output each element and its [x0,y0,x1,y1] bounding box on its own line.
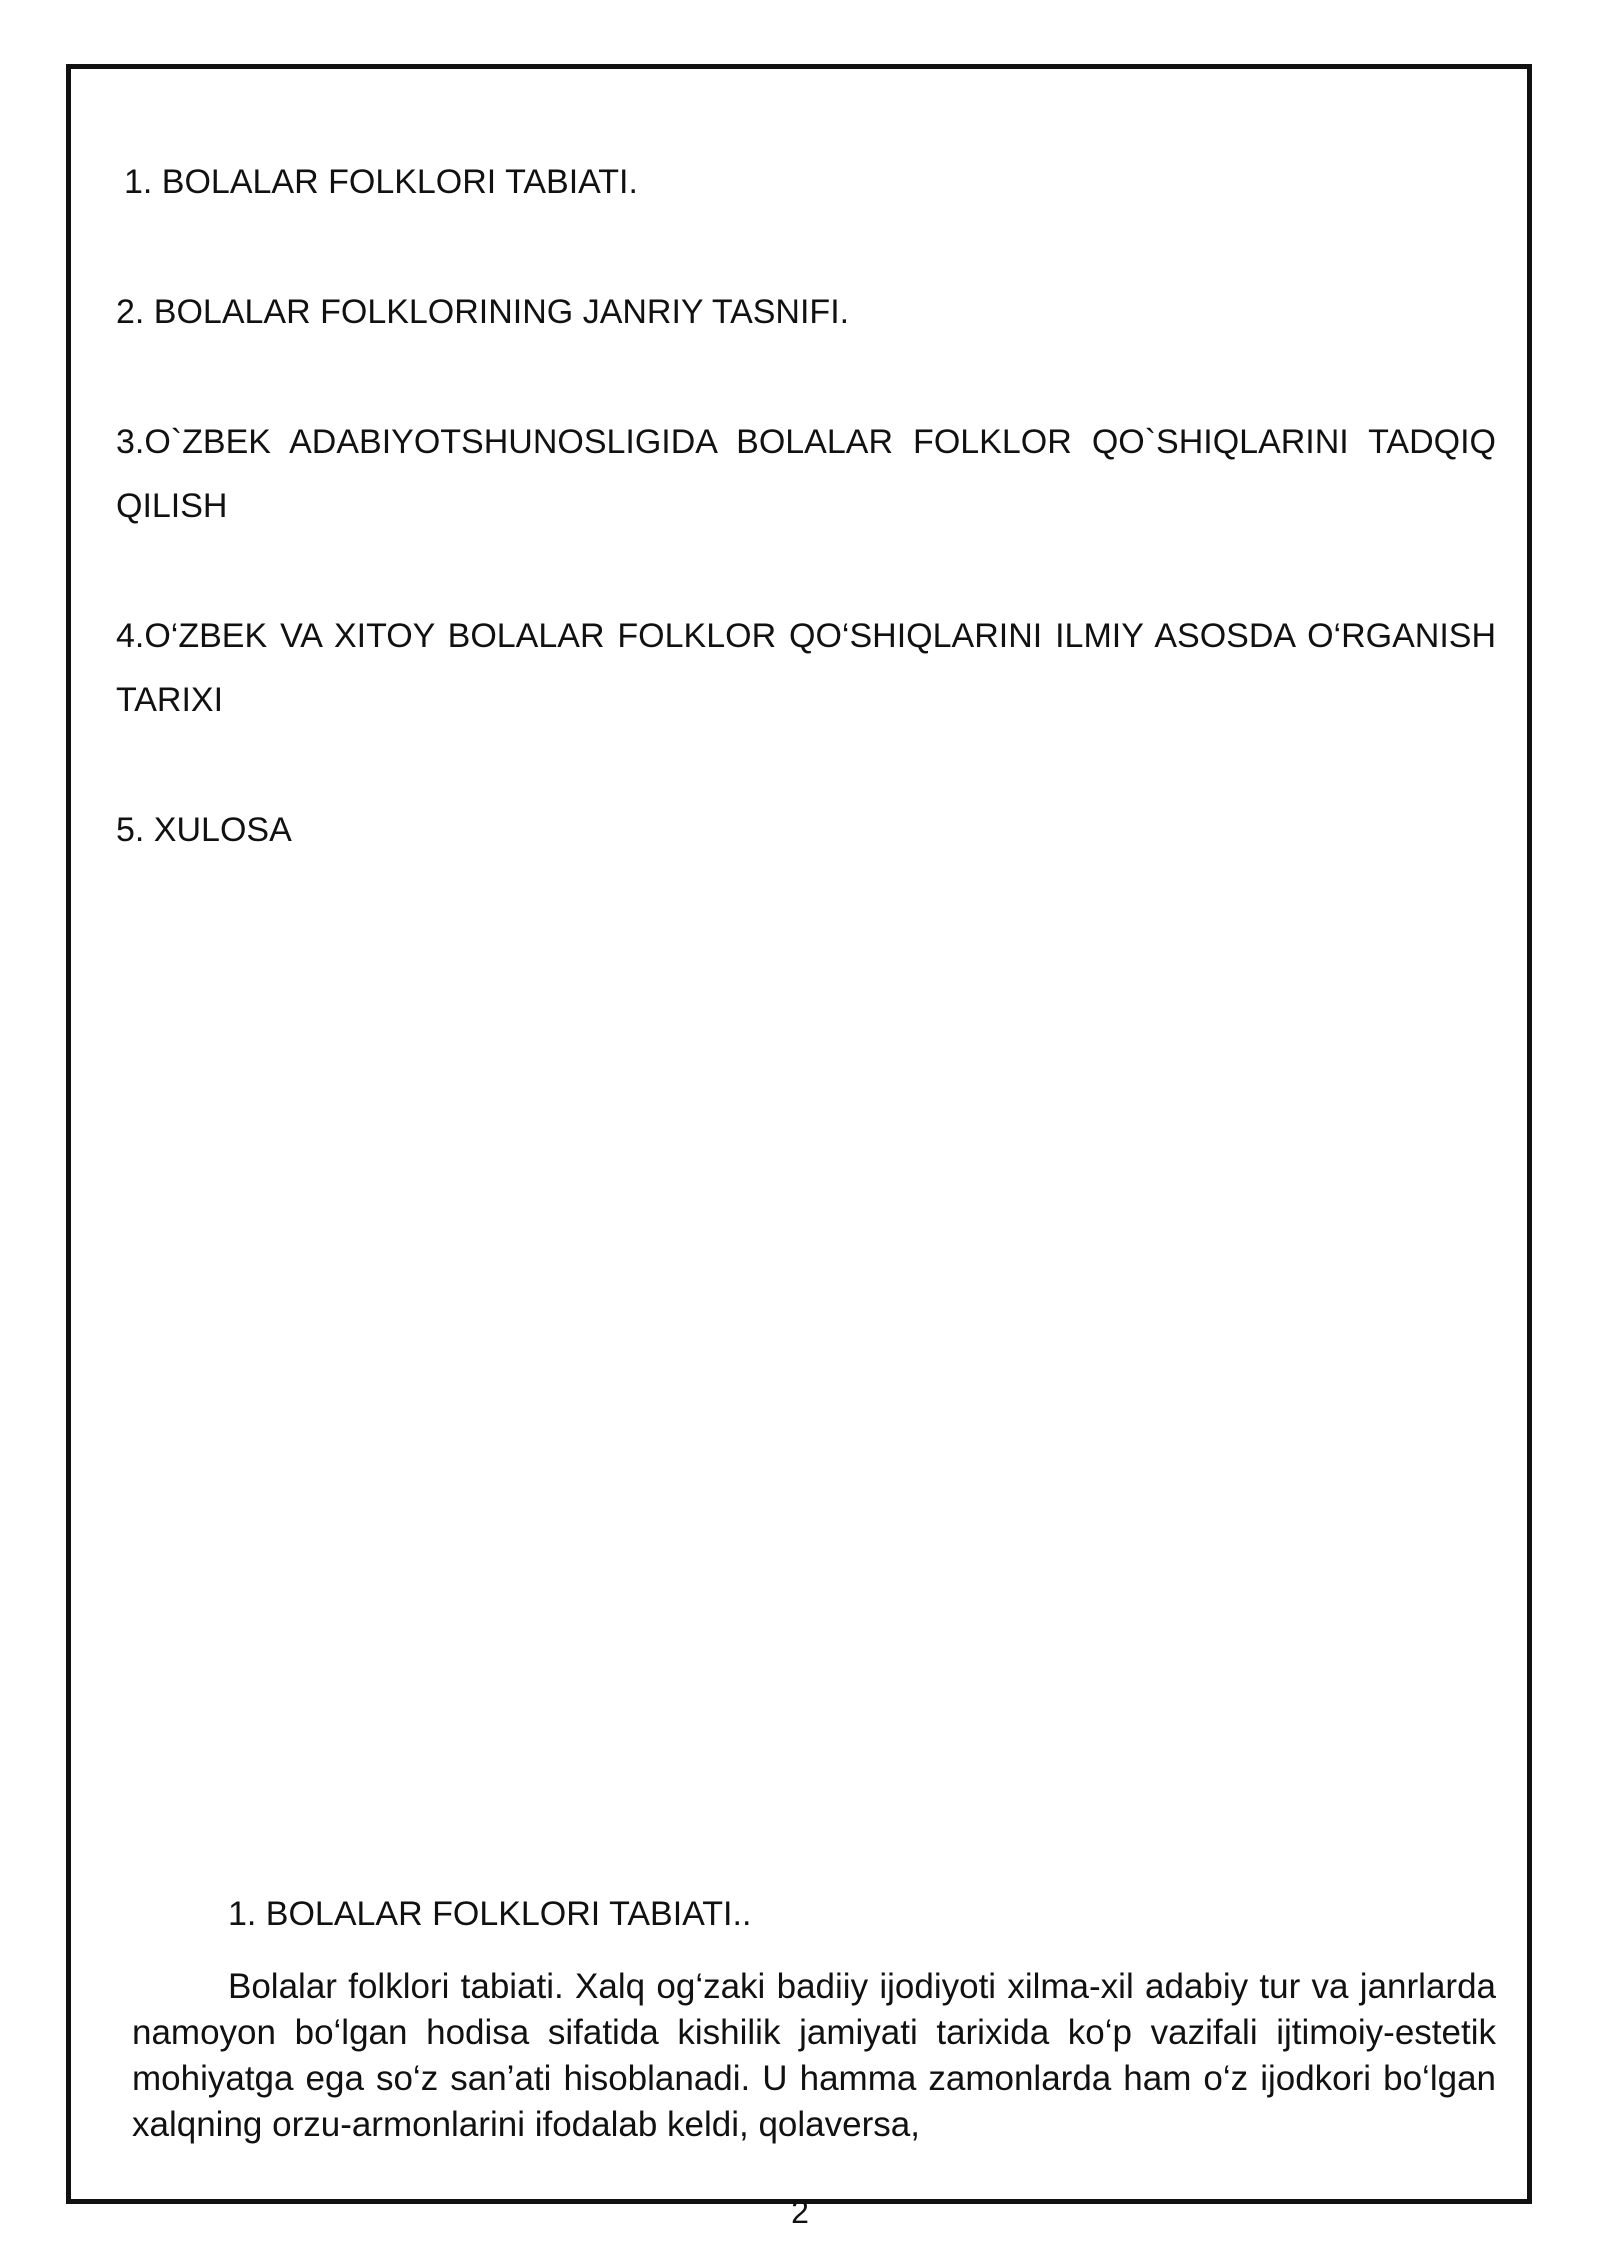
toc-item-4: 4.O‘ZBEK VA XITOY BOLALAR FOLKLOR QO‘SHIQLARINI ILMIY ASOSDA O‘RGANISH TARIXI [116,617,1496,719]
page-number: 2 [791,2194,809,2230]
section-paragraph: Bolalar folklori tabiati. Xalq og‘zaki badiiy ijodiyoti xilma-xil adabiy tur va janrlarda namoyon bo‘lgan hodisa sifatida kishilik jamiyati tarixida ko‘p vazifali ijtimoiy-estetik mohiyatga ega so‘z san’ati hisoblanadi. U hamma zamonlarda ham o‘z ijodkori bo‘lgan xalqning orzu-armonlarini ifodalab keldi, qolaversa, [132,1967,1496,2144]
section-1 [132,1890,1496,2148]
toc-item-5: 5. XULOSA [116,811,292,849]
toc-item-3: 3.O`ZBEK ADABIYOTSHUNOSLIGIDA BOLALAR FOLKLOR QO`SHIQLARINI TADQIQ QILISH [116,423,1496,525]
toc-item-2: 2. BOLALAR FOLKLORINING JANRIY TASNIFI. [116,293,850,331]
table-of-contents [116,150,1496,862]
section-heading: 1. BOLALAR FOLKLORI TABIATI.. [228,1895,752,1933]
toc-item-1: 1. BOLALAR FOLKLORI TABIATI. [124,163,638,201]
